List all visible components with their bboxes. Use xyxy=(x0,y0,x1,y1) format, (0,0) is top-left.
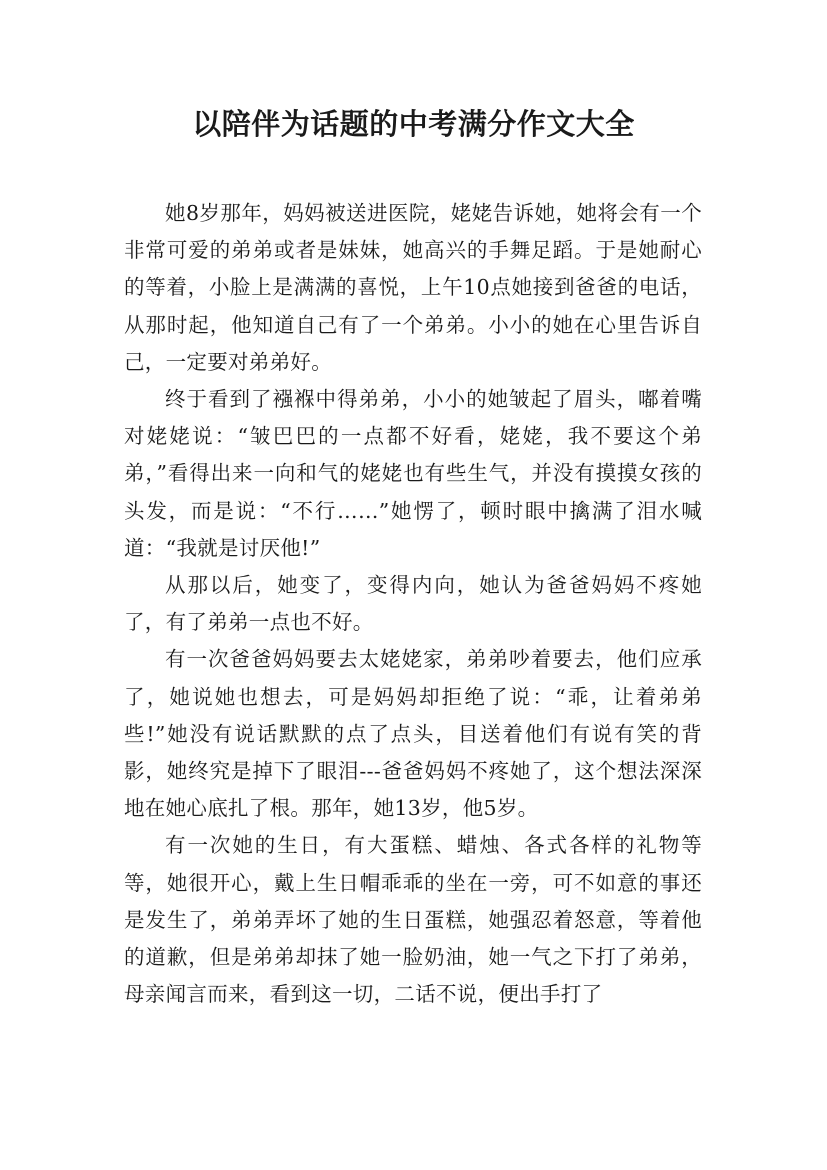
paragraph-2: 终于看到了襁褓中得弟弟，小小的她皱起了眉头，嘟着嘴对姥姥说：“皱巴巴的一点都不好看，姥姥，我不要这个弟弟，”看得出来一向和气的姥姥也有些生气，并没有摸摸女孩的头发，而是说：“不行……”她愣了，顿时眼中擒满了泪水喊道：“我就是讨厌他!” xyxy=(124,387,702,560)
paragraph-3: 从那以后，她变了，变得内向，她认为爸爸妈妈不疼她了，有了弟弟一点也不好。 xyxy=(124,573,702,635)
document-title: 以陪伴为话题的中考满分作文大全 xyxy=(192,107,635,141)
paragraph-1: 她8岁那年，妈妈被送进医院，姥姥告诉她，她将会有一个非常可爱的弟弟或者是妹妹，她高兴的手舞足蹈。于是她耐心的等着，小脸上是满满的喜悦，上午10点她接到爸爸的电话，从那时起，他知道自己有了一个弟弟。小小的她在心里告诉自己，一定要对弟弟好。 xyxy=(124,201,702,374)
document-body xyxy=(124,195,702,1013)
paragraph-4: 有一次爸爸妈妈要去太姥姥家，弟弟吵着要去，他们应承了，她说她也想去，可是妈妈却拒绝了说：“乖，让着弟弟些!”她没有说话默默的点了点头，目送着他们有说有笑的背影，她终究是掉下了眼泪---爸爸妈妈不疼她了，这个想法深深地在她心底扎了根。那年，她13岁，他5岁。 xyxy=(124,647,702,821)
paragraph-5: 有一次她的生日，有大蛋糕、蜡烛、各式各样的礼物等等，她很开心，戴上生日帽乖乖的坐在一旁，可不如意的事还是发生了，弟弟弄坏了她的生日蛋糕，她强忍着怒意，等着他的道歉，但是弟弟却抹了她一脸奶油，她一气之下打了弟弟，母亲闻言而来，看到这一切，二话不说，便出手打了 xyxy=(124,833,702,1007)
